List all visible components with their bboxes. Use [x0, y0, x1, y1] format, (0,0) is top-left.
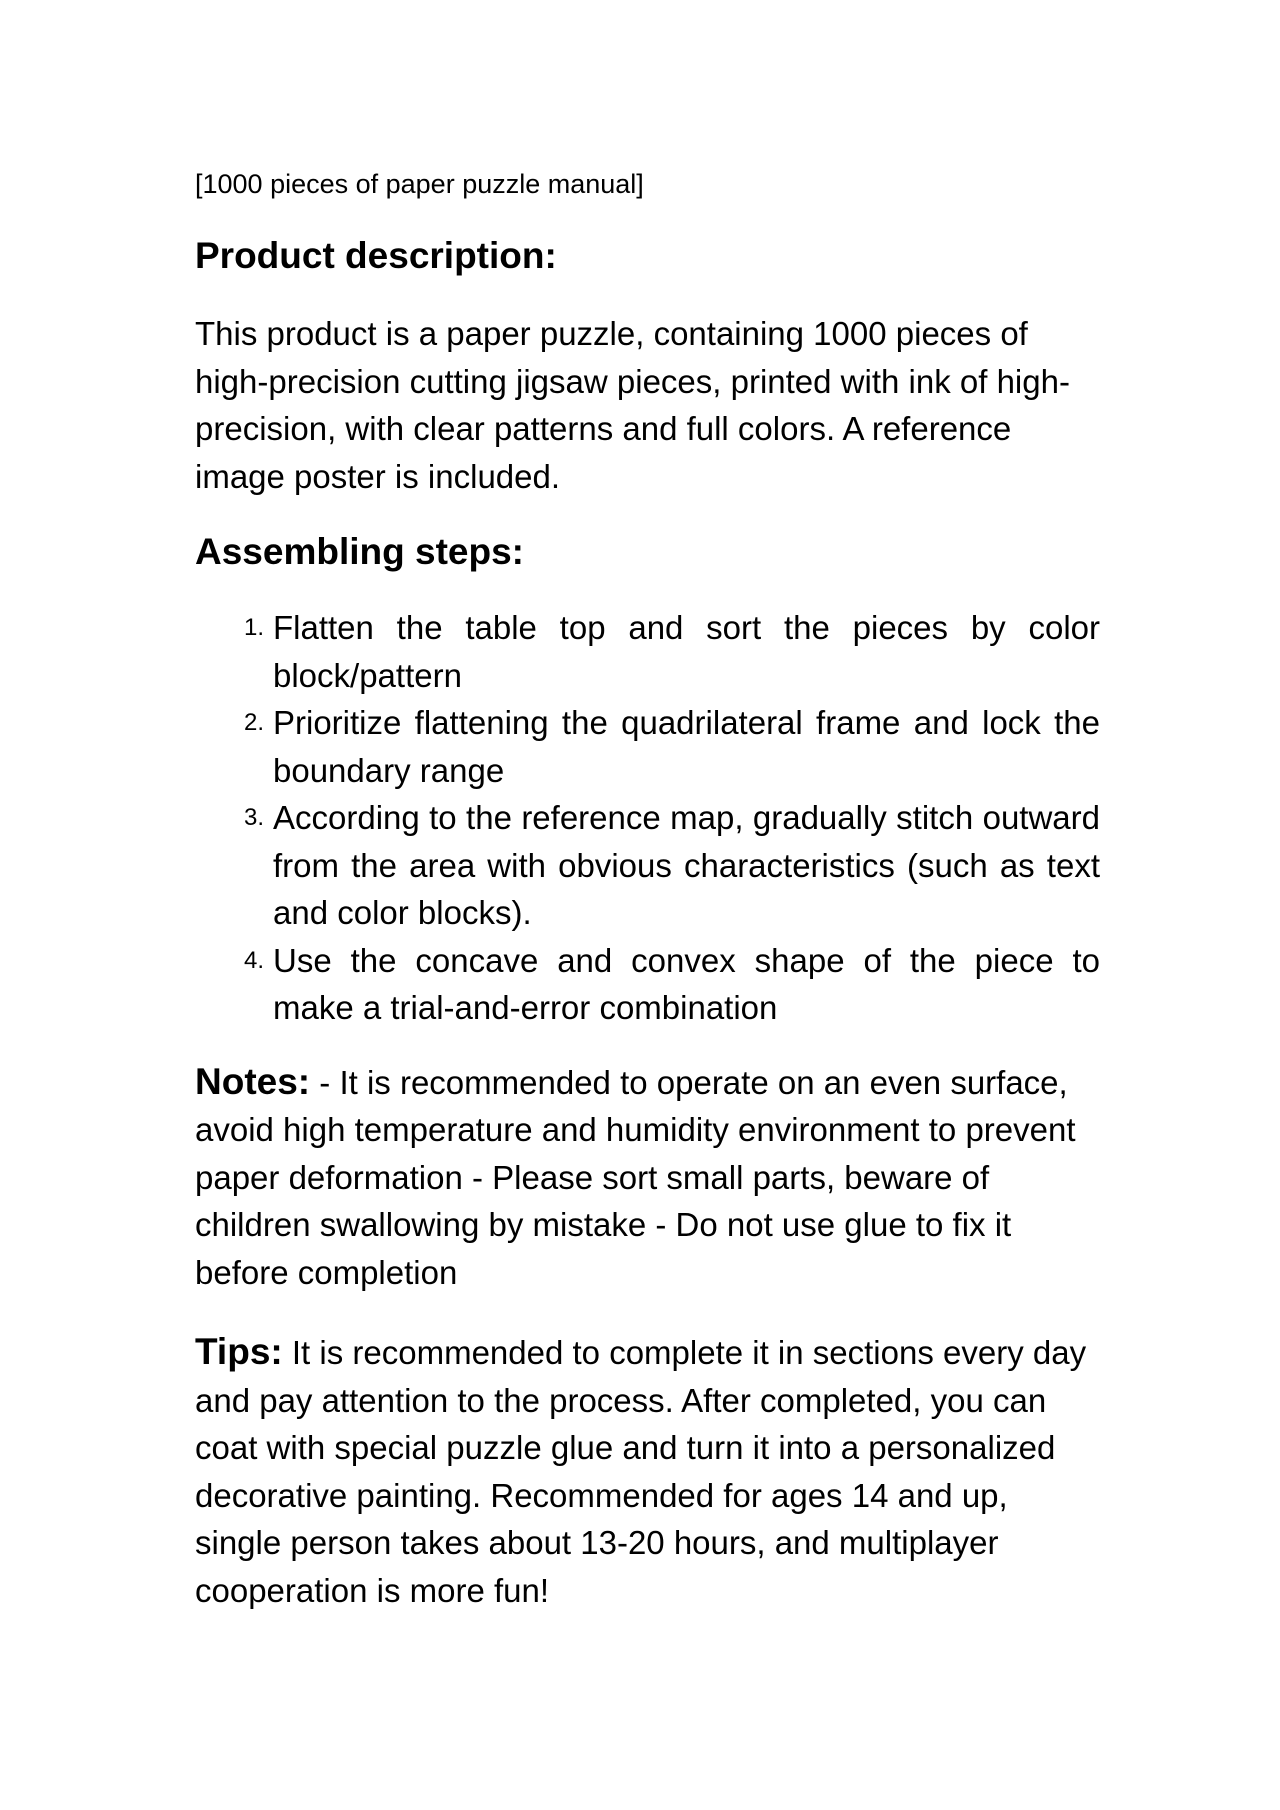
assembling-steps-heading: Assembling steps: [195, 531, 524, 572]
tips-label: Tips: [195, 1331, 283, 1372]
step-item [195, 937, 1100, 1032]
step-number: 2. [243, 709, 264, 736]
step-text: Prioritize flattening the quadrilateral frame and lock the boundary range [273, 704, 1100, 789]
step-item [195, 794, 1100, 937]
step-number: 4. [243, 946, 264, 974]
step-number: 3. [243, 804, 264, 831]
step-text: Flatten the table top and sort the pieces by color block/pattern [273, 609, 1100, 694]
notes-paragraph [195, 1058, 1112, 1297]
step-text: According to the reference map, gradually stitch outward from the area with obvious characteristics (such as text and color blocks). [273, 799, 1100, 931]
step-text: Use the concave and convex shape of the piece to make a trial-and-error combination [273, 941, 1100, 1026]
tips-text: It is recommended to complete it in sections every day and pay attention to the process. After completed, you can coat with special puzzle glue and turn it into a personalized decorative painting. Recommended for ages 14 and up, single person takes about 13-20 hours, and multiplayer cooperation is more fun! [195, 1334, 1087, 1609]
tips-paragraph [195, 1328, 1100, 1614]
assembling-steps-list [195, 604, 1100, 1032]
step-item [195, 699, 1100, 794]
notes-label: Notes: [195, 1060, 311, 1102]
notes-text: - It is recommended to operate on an even surface, avoid high temperature and humidity environment to prevent paper deformation - Please sort small parts, beware of children swallowing by mistake - Do not use glue to fix it before completion [195, 1063, 1076, 1291]
step-number: 1. [243, 614, 264, 641]
product-description-heading: Product description: [195, 235, 557, 276]
document-caption: [1000 pieces of paper puzzle manual] [195, 169, 644, 199]
step-item [195, 604, 1100, 699]
product-description-text: This product is a paper puzzle, containing 1000 pieces of high-precision cutting jigsaw pieces, printed with ink of high-precision, with clear patterns and full colors. A reference image poster is included. [195, 315, 1070, 495]
